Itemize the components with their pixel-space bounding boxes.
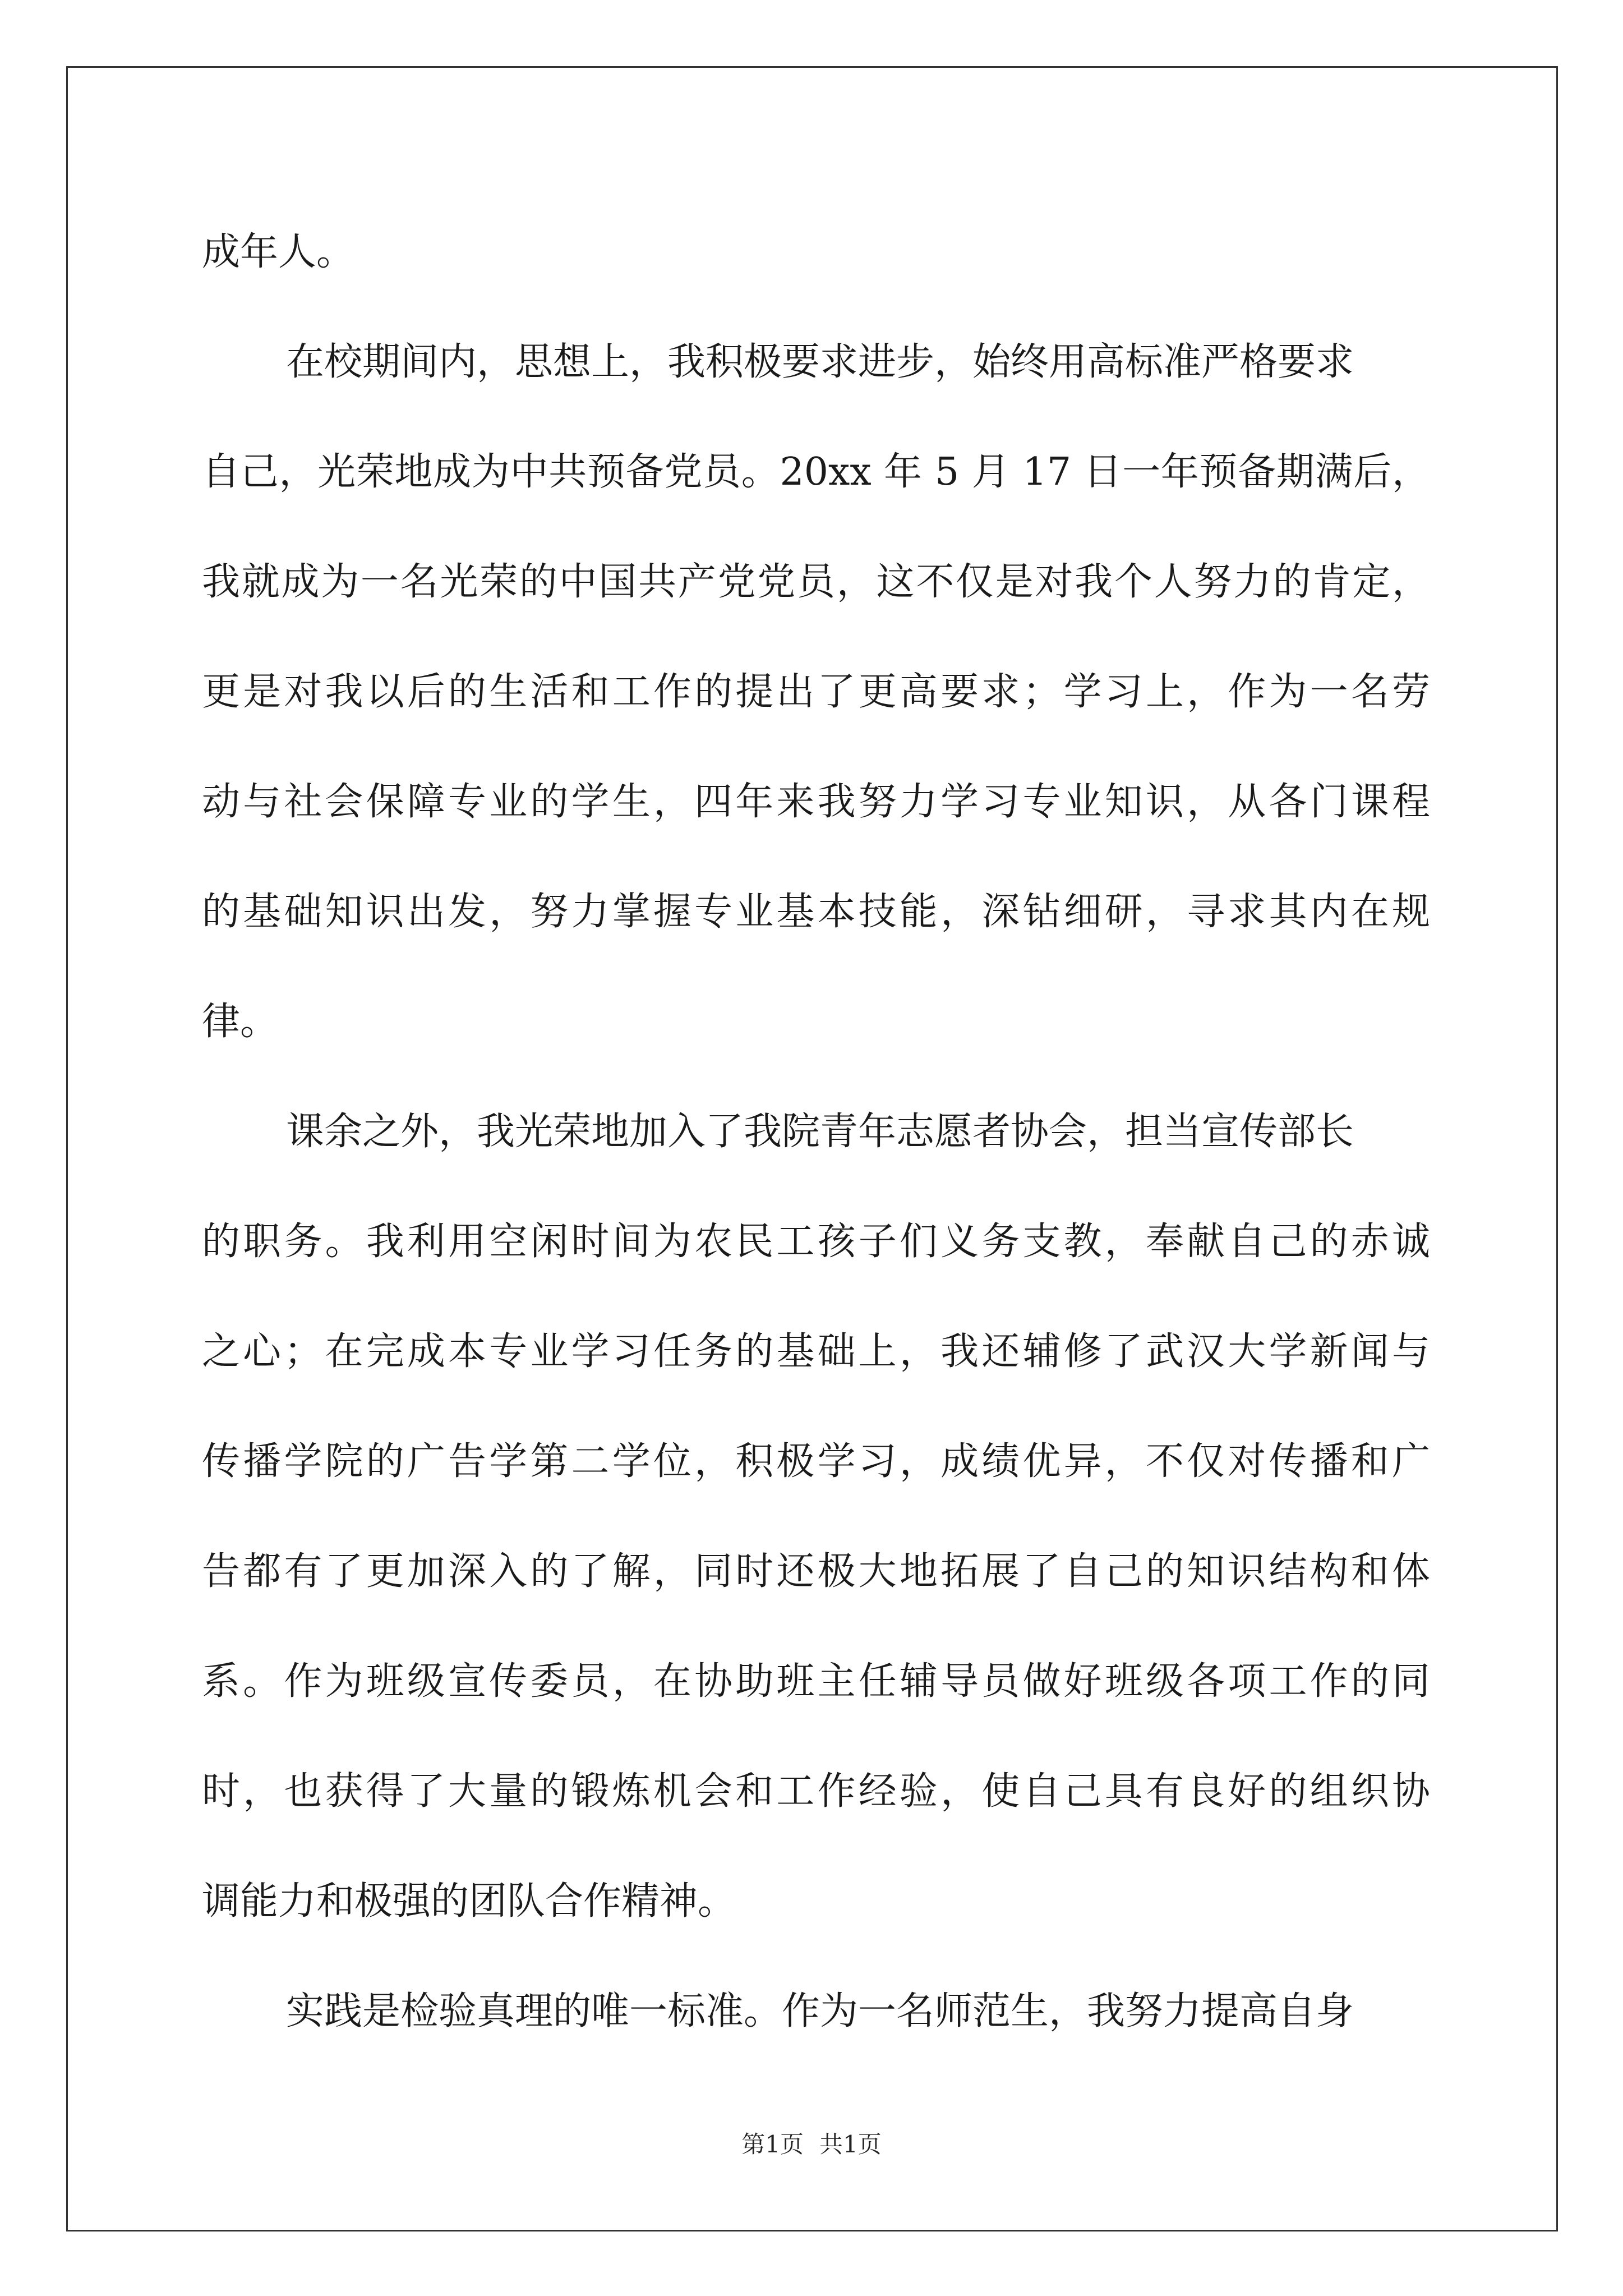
text-line: 在校期间内，思想上，我积极要求进步，始终用高标准严格要求 [286, 340, 1354, 384]
text-line: 律。 [202, 1000, 279, 1044]
text-line: 调能力和极强的团队合作精神。 [202, 1879, 736, 1924]
text-line: 时，也获得了大量的锻炼机会和工作经验，使自己具有良好的组织协 [202, 1769, 1430, 1814]
text-line: 自己，光荣地成为中共预备党员。20xx 年 5 月 17 日一年预备期满后， [202, 450, 1430, 494]
text-line: 系。作为班级宣传委员，在协助班主任辅导员做好班级各项工作的同 [202, 1659, 1430, 1704]
text-line: 的基础知识出发，努力掌握专业基本技能，深钻细研，寻求其内在规 [202, 890, 1430, 934]
text-line: 成年人。 [202, 230, 355, 274]
text-line: 课余之外，我光荣地加入了我院青年志愿者协会，担当宣传部长 [286, 1110, 1354, 1154]
text-line: 动与社会保障专业的学生，四年来我努力学习专业知识，从各门课程 [202, 780, 1430, 824]
page-footer [0, 2126, 1623, 2160]
page-number: 第1页 [741, 2131, 804, 2158]
text-line: 之心；在完成本专业学习任务的基础上，我还辅修了武汉大学新闻与 [202, 1329, 1430, 1374]
text-line: 更是对我以后的生活和工作的提出了更高要求；学习上，作为一名劳 [202, 670, 1430, 714]
document-body [202, 197, 1430, 2067]
text-line: 实践是检验真理的唯一标准。作为一名师范生，我努力提高自身 [286, 1989, 1354, 2033]
text-line: 我就成为一名光荣的中国共产党党员，这不仅是对我个人努力的肯定， [202, 560, 1430, 604]
text-line: 告都有了更加深入的了解，同时还极大地拓展了自己的知识结构和体 [202, 1549, 1430, 1594]
text-line: 的职务。我利用空闲时间为农民工孩子们义务支教，奉献自己的赤诚 [202, 1220, 1430, 1264]
text-line: 传播学院的广告学第二学位，积极学习，成绩优异，不仅对传播和广 [202, 1439, 1430, 1484]
page-total: 共1页 [819, 2131, 882, 2158]
